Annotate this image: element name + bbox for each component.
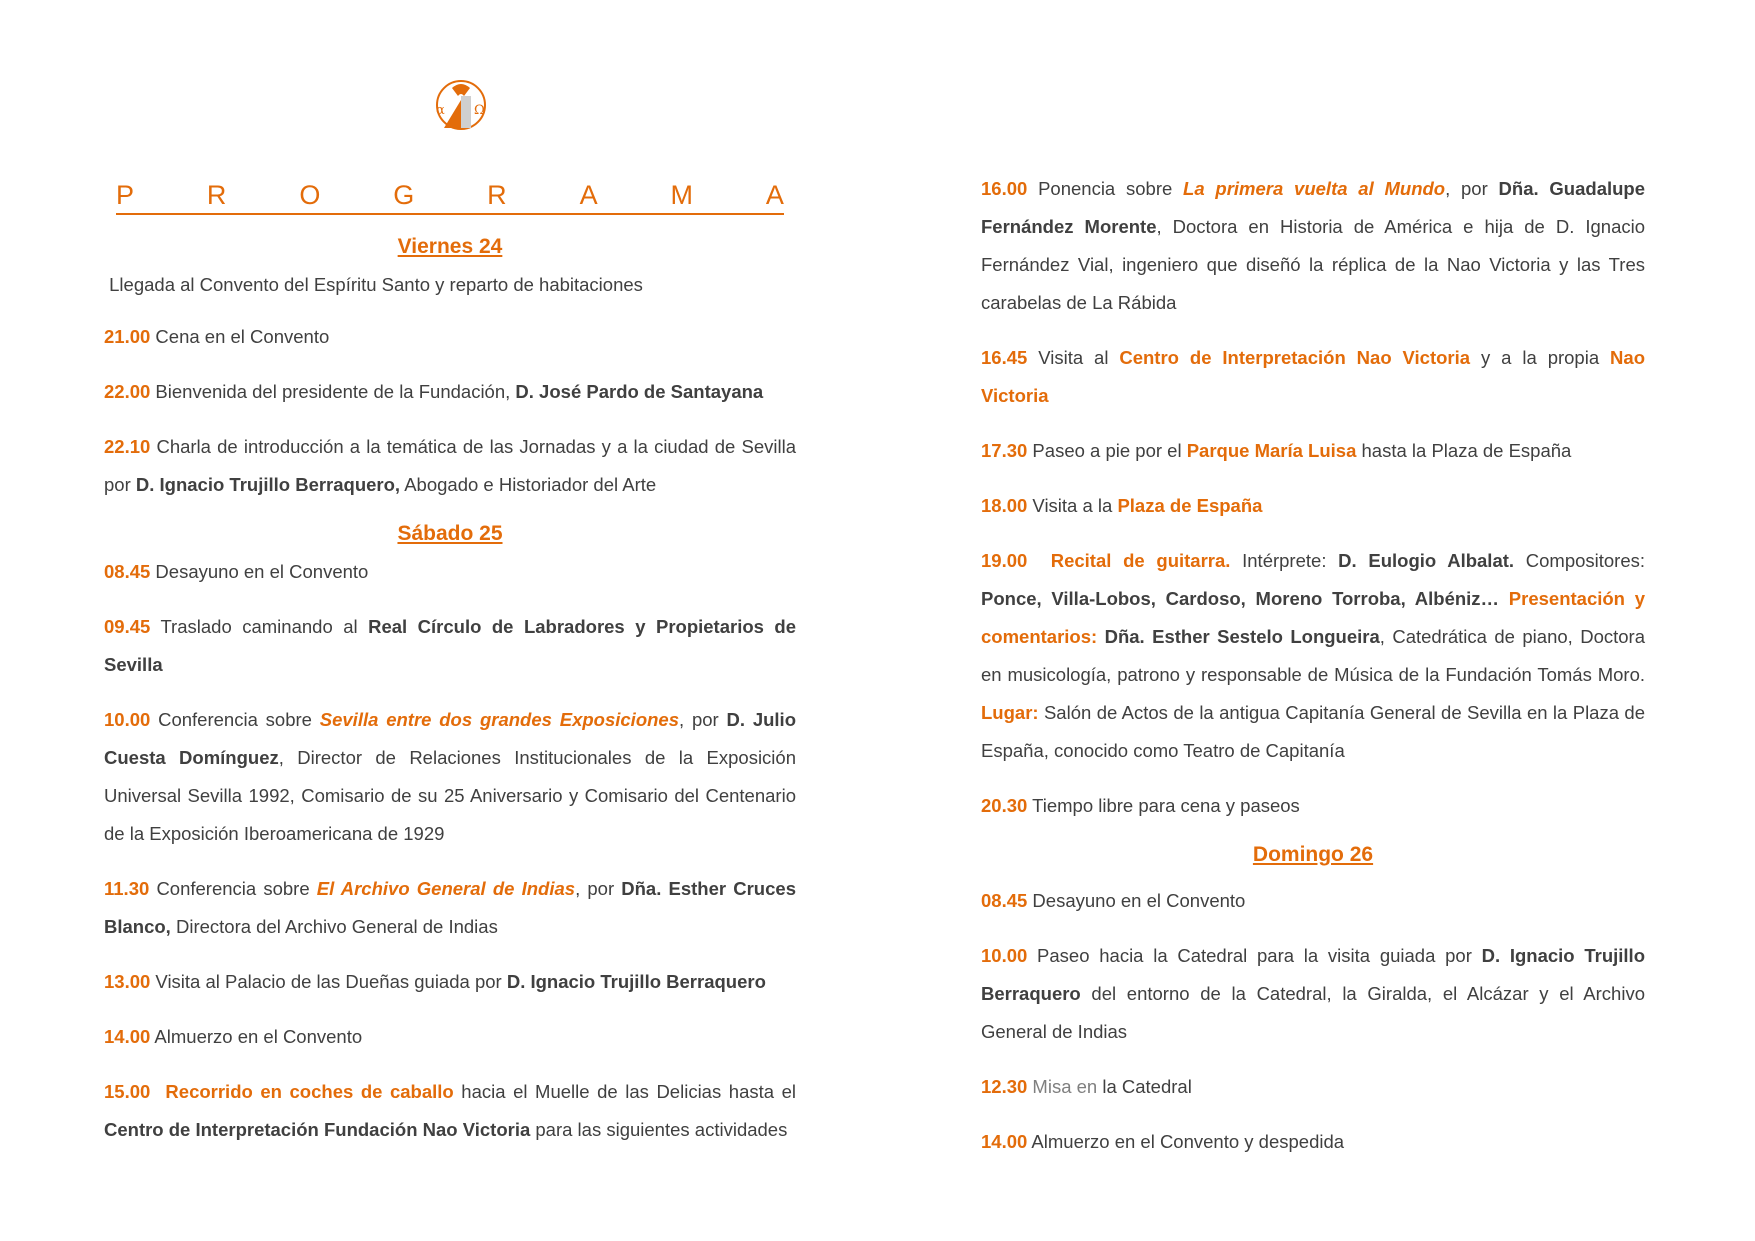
title-letter: A bbox=[579, 180, 598, 210]
left-column bbox=[104, 228, 796, 1166]
logo-book bbox=[461, 96, 471, 128]
schedule-entry: 10.00 Paseo hacia la Catedral para la visita guiada por D. Ignacio Trujillo Berraquero del entorno de la Catedral, la Giralda, el Alcázar y el Archivo General de Indias bbox=[981, 945, 1645, 1042]
program-title bbox=[116, 180, 784, 215]
schedule-entry: Llegada al Convento del Espíritu Santo y reparto de habitaciones bbox=[109, 274, 643, 295]
foundation-logo bbox=[430, 78, 492, 132]
schedule-entry: 08.45 Desayuno en el Convento bbox=[981, 890, 1246, 911]
schedule-entry: 16.00 Ponencia sobre La primera vuelta al Mundo, por Dña. Guadalupe Fernández Morente, Doctora en Historia de América e hija de D. Ignacio Fernández Vial, ingeniero que diseñó la réplica de la Nao Victoria y las Tres carabelas de La Rábida bbox=[981, 178, 1646, 313]
schedule-entry: 08.45 Desayuno en el Convento bbox=[104, 561, 369, 582]
schedule-entry: 16.45 Visita al Centro de Interpretación Nao Victoria y a la propia Nao Victoria bbox=[981, 347, 1645, 406]
logo-omega: Ω bbox=[474, 103, 485, 118]
schedule-entry: 14.00 Almuerzo en el Convento bbox=[104, 1026, 363, 1047]
title-letter: O bbox=[299, 180, 321, 210]
title-letter: P bbox=[116, 180, 135, 210]
logo-alpha: α bbox=[436, 103, 445, 118]
schedule-entry: 09.45 Traslado caminando al Real Círculo de Labradores y Propietarios de Sevilla bbox=[104, 616, 796, 675]
title-letter: R bbox=[487, 180, 507, 210]
title-letter: A bbox=[765, 180, 784, 210]
schedule-entry: 22.00 Bienvenida del presidente de la Fundación, D. José Pardo de Santayana bbox=[104, 381, 764, 402]
day-heading-domingo: Domingo 26 bbox=[1252, 843, 1374, 866]
schedule-entry: 11.30 Conferencia sobre El Archivo General de Indias, por Dña. Esther Cruces Blanco, Directora del Archivo General de Indias bbox=[104, 878, 796, 937]
schedule-entry: 19.00 Recital de guitarra. Intérprete: D. Eulogio Albalat. Compositores: Ponce, Villa-Lobos, Cardoso, Moreno Torroba, Albéniz… Presentación y comentarios: Dña. Esther Sestelo Longueira, Catedrática de piano, Doctora en musicología, patrono y responsable de Música de la Fundación Tomás Moro. Lugar: Salón de Actos de la antigua Capitanía General de Sevilla en la Plaza de España, conocido como Teatro de Capitanía bbox=[981, 550, 1646, 761]
schedule-entry: 13.00 Visita al Palacio de las Dueñas guiada por D. Ignacio Trujillo Berraquero bbox=[104, 971, 766, 992]
schedule-entry: 14.00 Almuerzo en el Convento y despedida bbox=[981, 1131, 1345, 1152]
title-letter: M bbox=[670, 180, 693, 210]
schedule-entry: 20.30 Tiempo libre para cena y paseos bbox=[981, 795, 1300, 816]
logo-wings bbox=[452, 84, 470, 96]
schedule-entry: 22.10 Charla de introducción a la temática de las Jornadas y a la ciudad de Sevilla por D. Ignacio Trujillo Berraquero, Abogado e Historiador del Arte bbox=[104, 436, 796, 495]
title-letter: G bbox=[393, 180, 415, 210]
schedule-entry: 17.30 Paseo a pie por el Parque María Luisa hasta la Plaza de España bbox=[981, 440, 1572, 461]
schedule-entry: 21.00 Cena en el Convento bbox=[104, 326, 330, 347]
schedule-entry: 10.00 Conferencia sobre Sevilla entre dos grandes Exposiciones, por D. Julio Cuesta Domínguez, Director de Relaciones Institucionales de la Exposición Universal Sevilla 1992, Comisario de su 25 Aniversario y Comisario del Centenario de la Exposición Iberoamericana de 1929 bbox=[104, 709, 796, 844]
day-heading-sabado: Sábado 25 bbox=[397, 522, 503, 545]
schedule-entry: 18.00 Visita a la Plaza de España bbox=[981, 495, 1263, 516]
schedule-entry: 15.00 Recorrido en coches de caballo hacia el Muelle de las Delicias hasta el Centro de Interpretación Fundación Nao Victoria para las siguientes actividades bbox=[104, 1081, 796, 1140]
title-letter: R bbox=[206, 180, 227, 210]
right-column bbox=[981, 170, 1645, 1178]
schedule-entry: 12.30 Misa en la Catedral bbox=[981, 1076, 1192, 1097]
day-heading-viernes: Viernes 24 bbox=[397, 235, 503, 258]
